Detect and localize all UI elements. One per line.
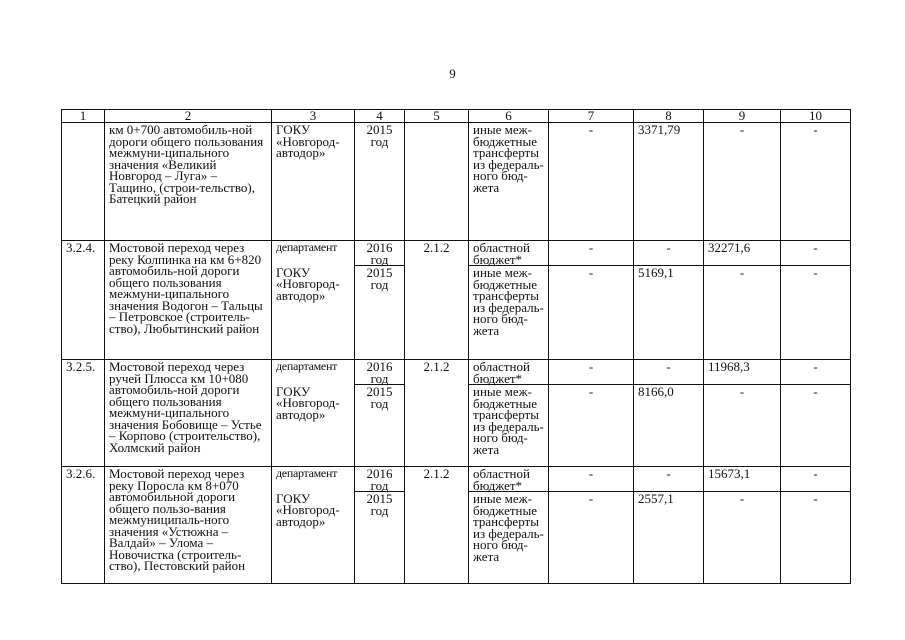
- value-col8: 2557,1: [634, 492, 704, 584]
- year: 2015 год: [355, 492, 405, 584]
- value-col7: -: [549, 241, 634, 266]
- table-row: [62, 241, 851, 266]
- header-cell: 10: [781, 110, 851, 123]
- year: 2015 год: [355, 266, 405, 360]
- object-name: Мостовой переход через реку Поросла км 8+070 автомобильной дороги общего пользо-вания межмуниципаль-ного значения «Устюжна – Валдай» – Улома – Новочистка (строитель-ство), Пестовский район: [105, 467, 272, 584]
- executor: ГОКУ «Новгород-автодор»: [272, 385, 355, 467]
- value-col9: 15673,1: [704, 467, 781, 492]
- value-col7: -: [549, 492, 634, 584]
- header-cell: 7: [549, 110, 634, 123]
- value-col8: -: [634, 241, 704, 266]
- header-cell: 6: [469, 110, 549, 123]
- value-col8: -: [634, 360, 704, 385]
- value-col9: 32271,6: [704, 241, 781, 266]
- target-code: [405, 123, 469, 241]
- program-table: [61, 109, 851, 584]
- value-col9: -: [704, 266, 781, 360]
- value-col10: -: [781, 360, 851, 385]
- value-col7: -: [549, 360, 634, 385]
- value-col8: 8166,0: [634, 385, 704, 467]
- value-col7: -: [549, 385, 634, 467]
- value-col10: -: [781, 266, 851, 360]
- executor-department: департамент: [272, 360, 355, 385]
- header-cell: 8: [634, 110, 704, 123]
- year: 2015 год: [355, 123, 405, 241]
- value-col10: -: [781, 241, 851, 266]
- value-col10: -: [781, 492, 851, 584]
- table-row: [62, 467, 851, 492]
- executor-department: департамент: [272, 241, 355, 266]
- executor-department: департамент: [272, 467, 355, 492]
- value-col9: -: [704, 123, 781, 241]
- table-row: [62, 123, 851, 241]
- value-col10: -: [781, 123, 851, 241]
- header-cell: 2: [105, 110, 272, 123]
- header-cell: 3: [272, 110, 355, 123]
- target-code: 2.1.2: [405, 241, 469, 360]
- row-number: 3.2.4.: [62, 241, 105, 360]
- value-col8: -: [634, 467, 704, 492]
- funding-source: иные меж-бюджетные трансферты из федераль-ного бюд-жета: [469, 123, 549, 241]
- header-cell: 4: [355, 110, 405, 123]
- object-name: Мостовой переход через ручей Плюсса км 10+080 автомобиль-ной дороги общего пользования межмуни-ципального значения Бобовище – Устье – Корпово (строительство), Холмский район: [105, 360, 272, 467]
- value-col9: -: [704, 492, 781, 584]
- table-row: [62, 360, 851, 385]
- executor: ГОКУ «Новгород-автодор»: [272, 266, 355, 360]
- year: 2015 год: [355, 385, 405, 467]
- value-col7: -: [549, 467, 634, 492]
- row-number: 3.2.6.: [62, 467, 105, 584]
- target-code: 2.1.2: [405, 360, 469, 467]
- value-col9: 11968,3: [704, 360, 781, 385]
- header-cell: 1: [62, 110, 105, 123]
- header-row: [62, 110, 851, 123]
- funding-source: иные меж-бюджетные трансферты из федераль-ного бюд-жета: [469, 266, 549, 360]
- object-name: км 0+700 автомобиль-ной дороги общего пользования межмуни-ципального значения «Великий Новгород – Луга» – Тащино, (строи-тельство), Батецкий район: [105, 123, 272, 241]
- row-number: [62, 123, 105, 241]
- funding-source: областной бюджет*: [469, 360, 549, 385]
- value-col10: -: [781, 467, 851, 492]
- funding-source: иные меж-бюджетные трансферты из федераль-ного бюд-жета: [469, 385, 549, 467]
- funding-source: иные меж-бюджетные трансферты из федераль-ного бюд-жета: [469, 492, 549, 584]
- target-code: 2.1.2: [405, 467, 469, 584]
- value-col7: -: [549, 123, 634, 241]
- year: 2016 год: [355, 360, 405, 385]
- header-cell: 5: [405, 110, 469, 123]
- funding-source: областной бюджет*: [469, 467, 549, 492]
- object-name: Мостовой переход через реку Колпинка на км 6+820 автомобиль-ной дороги общего пользования межмуни-ципального значения Водогон – Тальцы – Петровское (строитель-ство), Любытинский район: [105, 241, 272, 360]
- executor: ГОКУ «Новгород-автодор»: [272, 123, 355, 241]
- page-number: 9: [449, 66, 456, 81]
- value-col8: 3371,79: [634, 123, 704, 241]
- executor: ГОКУ «Новгород-автодор»: [272, 492, 355, 584]
- header-cell: 9: [704, 110, 781, 123]
- funding-source: областной бюджет*: [469, 241, 549, 266]
- value-col10: -: [781, 385, 851, 467]
- value-col9: -: [704, 385, 781, 467]
- value-col8: 5169,1: [634, 266, 704, 360]
- value-col7: -: [549, 266, 634, 360]
- year: 2016 год: [355, 241, 405, 266]
- year: 2016 год: [355, 467, 405, 492]
- row-number: 3.2.5.: [62, 360, 105, 467]
